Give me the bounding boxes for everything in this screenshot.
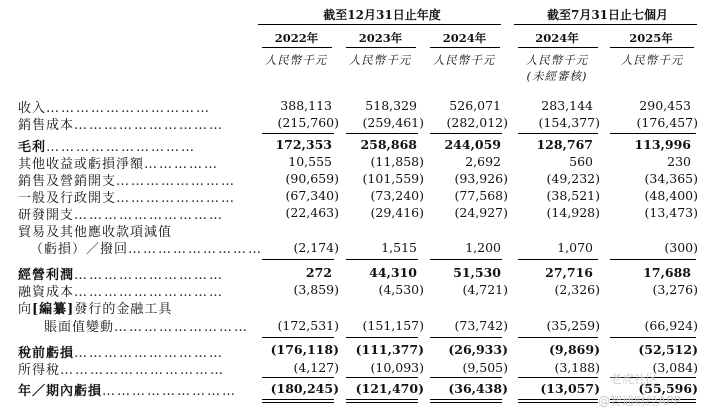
cell: (10,093)	[370, 360, 424, 375]
cell: 128,767	[536, 137, 593, 152]
cell: (13,473)	[644, 205, 698, 220]
cell: (34,365)	[644, 171, 698, 186]
subtotal-rule	[346, 377, 418, 378]
cell: (154,377)	[538, 115, 600, 130]
subtotal-rule	[430, 133, 502, 134]
cell: (3,276)	[652, 282, 698, 297]
subtotal-rule	[262, 337, 334, 338]
cell: (22,463)	[285, 205, 339, 220]
col-year-underline	[262, 47, 332, 48]
row-label-loss-before-tax: 稅前虧損…………………………	[18, 346, 225, 361]
cell: (29,416)	[370, 205, 424, 220]
cell: (73,742)	[454, 318, 508, 333]
row-label-impairment: 貿易及其他應收款項減值	[18, 225, 173, 240]
cell: (77,568)	[454, 188, 508, 203]
cell: 27,716	[545, 265, 593, 280]
cell: (259,461)	[362, 115, 424, 130]
cell: 388,113	[280, 98, 332, 113]
col-year: 2023年	[358, 31, 403, 45]
cell: 272	[305, 265, 332, 280]
row-label-impairment-cont: （虧損）／撥回………………………	[30, 242, 264, 257]
period-sevenmonth-header: 截至7月31日止七個月	[546, 8, 669, 22]
cell: 526,071	[449, 98, 501, 113]
cell: 1,200	[465, 240, 501, 255]
cell: 1,070	[557, 240, 593, 255]
subtotal-rule	[430, 259, 502, 260]
col-year: 2024年	[535, 31, 579, 45]
cell: (2,174)	[293, 240, 339, 255]
row-label-rd-expenses: 研發開支…………………………	[18, 208, 225, 223]
subtotal-rule	[262, 259, 334, 260]
row-label-carrying-change: 賬面值變動………………………	[44, 320, 250, 335]
cell: 51,530	[453, 265, 501, 280]
subtotal-rule	[518, 377, 598, 378]
subtotal-rule	[346, 259, 418, 260]
cell: (300)	[664, 240, 698, 255]
cell: (90,659)	[285, 171, 339, 186]
cell: (2,326)	[554, 282, 600, 297]
cell: (48,400)	[644, 188, 698, 203]
col-year: 2022年	[274, 31, 319, 45]
cell: 560	[569, 154, 593, 169]
cell: 172,353	[275, 137, 332, 152]
cell: (4,127)	[293, 360, 339, 375]
total-double-rule	[430, 399, 502, 400]
row-label-income-tax: 所得稅……………………………	[18, 363, 226, 378]
row-label-finance-costs: 融資成本…………………………	[18, 285, 225, 300]
cell: (3,188)	[554, 360, 600, 375]
subtotal-rule	[430, 377, 502, 378]
cell: 258,868	[360, 137, 417, 152]
cell: 17,688	[643, 265, 691, 280]
cell: (176,118)	[270, 342, 339, 357]
cell: (35,259)	[546, 318, 600, 333]
cell: (55,596)	[638, 381, 698, 396]
total-double-rule	[518, 402, 598, 403]
cell: (14,928)	[546, 205, 600, 220]
col-unit: 人民幣千元	[432, 53, 496, 67]
cell: (26,933)	[448, 342, 508, 357]
cell: 2,692	[465, 154, 501, 169]
col-unit: 人民幣千元	[348, 53, 412, 67]
period-year-underline	[258, 24, 501, 25]
cell: 10,555	[288, 154, 332, 169]
cell: 518,329	[365, 98, 417, 113]
cell: (38,521)	[546, 188, 600, 203]
total-double-rule	[346, 402, 418, 403]
cell: (66,924)	[644, 318, 698, 333]
cell: (9,869)	[549, 342, 600, 357]
subtotal-rule	[262, 377, 334, 378]
cell: (4,721)	[462, 282, 508, 297]
row-label-loss-for-period: 年／期內虧損………………………	[18, 384, 238, 399]
total-double-rule	[430, 402, 502, 403]
total-double-rule	[346, 399, 418, 400]
cell: (67,340)	[285, 188, 339, 203]
col-year: 2025年	[629, 31, 673, 45]
cell: (36,438)	[448, 381, 508, 396]
col-unit: 人民幣千元	[620, 53, 684, 67]
total-double-rule	[518, 399, 598, 400]
watermark-tiger: 老虎社区	[610, 372, 659, 386]
col-year-underline	[610, 47, 694, 48]
subtotal-rule	[346, 133, 418, 134]
row-label-gross-profit: 毛利…………………………	[18, 140, 197, 155]
period-year-header: 截至12月31日止年度	[323, 8, 441, 22]
cell: (24,927)	[454, 205, 508, 220]
subtotal-rule	[518, 259, 598, 260]
total-double-rule	[262, 402, 334, 403]
cell: 113,996	[634, 137, 691, 152]
cell: (13,057)	[540, 381, 600, 396]
cell: 283,144	[541, 98, 593, 113]
cell: (11,858)	[370, 154, 424, 169]
row-label-selling-expenses: 銷售及營銷開支……………………	[18, 174, 237, 189]
subtotal-rule	[346, 337, 418, 338]
cell: (49,232)	[546, 171, 600, 186]
col-unit-note: (未經審核)	[526, 69, 588, 83]
subtotal-rule	[610, 133, 696, 134]
col-unit: 人民幣千元	[264, 53, 328, 67]
subtotal-rule	[518, 337, 598, 338]
col-year: 2024年	[442, 31, 487, 45]
row-label-instrument: 向[編纂]發行的金融工具	[18, 302, 173, 317]
cell: 44,310	[369, 265, 417, 280]
cell: (9,505)	[462, 360, 508, 375]
period-sevenmonth-underline	[514, 24, 697, 25]
cell: (111,377)	[355, 342, 424, 357]
subtotal-rule	[610, 259, 696, 260]
row-label-revenue: 收入……………………………	[18, 101, 212, 116]
cell: (151,157)	[362, 318, 424, 333]
cell: (101,559)	[362, 171, 424, 186]
cell: 290,453	[639, 98, 691, 113]
row-label-cost-of-sales: 銷售成本…………………………	[18, 118, 225, 133]
watermark-app: @智通财经APP	[598, 394, 681, 408]
cell: (121,470)	[355, 381, 424, 396]
col-unit: 人民幣千元	[525, 53, 589, 67]
cell: (3,084)	[652, 360, 698, 375]
total-double-rule	[262, 399, 334, 400]
cell: 244,059	[444, 137, 501, 152]
subtotal-rule	[610, 337, 696, 338]
cell: (93,926)	[454, 171, 508, 186]
row-label-other-gains: 其他收益或虧損淨額……………	[18, 157, 220, 172]
subtotal-rule	[262, 133, 334, 134]
cell: (73,240)	[370, 188, 424, 203]
cell: 1,515	[381, 240, 417, 255]
col-year-underline	[518, 47, 598, 48]
col-year-underline	[430, 47, 500, 48]
cell: (215,760)	[277, 115, 339, 130]
cell: (4,530)	[378, 282, 424, 297]
cell: (52,512)	[638, 342, 698, 357]
cell: (282,012)	[446, 115, 508, 130]
cell: (180,245)	[270, 381, 339, 396]
col-year-underline	[346, 47, 416, 48]
subtotal-rule	[518, 133, 598, 134]
cell: (172,531)	[277, 318, 339, 333]
cell: (176,457)	[636, 115, 698, 130]
cell: (3,859)	[293, 282, 339, 297]
row-label-admin-expenses: 一般及行政開支……………………	[18, 191, 237, 206]
subtotal-rule	[430, 337, 502, 338]
cell: 230	[667, 154, 691, 169]
row-label-operating-profit: 經營利潤…………………………	[18, 268, 225, 283]
